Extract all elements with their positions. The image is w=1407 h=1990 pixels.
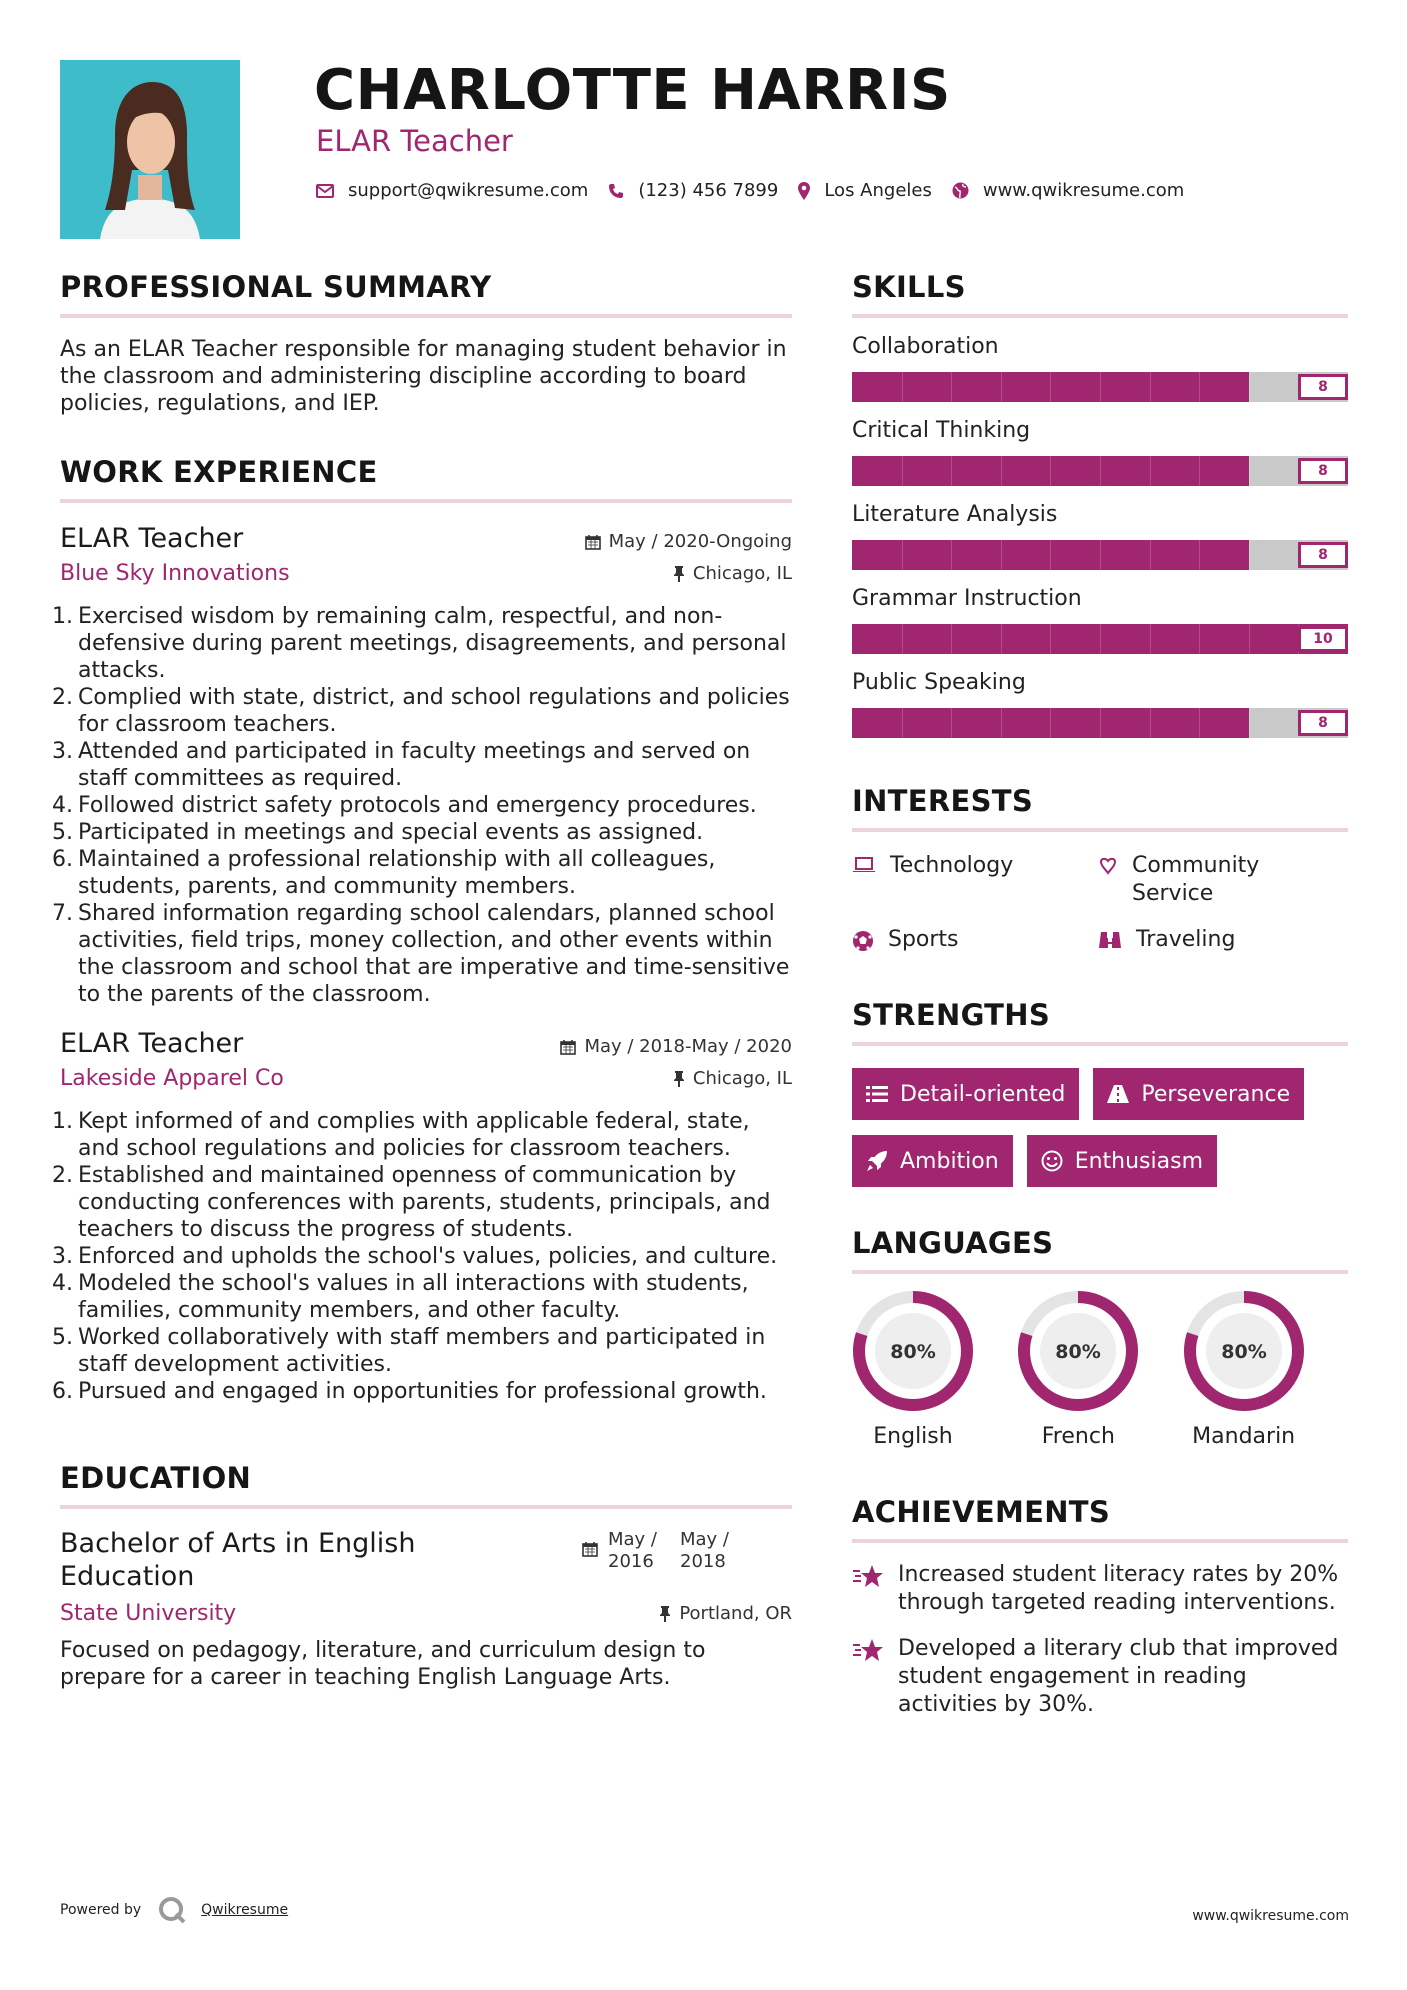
profile-photo: [60, 60, 240, 239]
languages-list: [852, 1290, 1348, 1449]
list-item: 3. Attended and participated in faculty meetings and served on staff committees as required.: [52, 739, 751, 791]
qwikresume-logo-icon: [157, 1895, 187, 1925]
skill-bar: [852, 540, 1348, 570]
skill-bar: [852, 624, 1348, 654]
pushpin-icon: [673, 1071, 685, 1087]
list-item: 5. Participated in meetings and special events as assigned.: [52, 820, 704, 845]
skill-bar-divider: [1100, 708, 1101, 738]
candidate-name: CHARLOTTE HARRIS: [314, 58, 951, 123]
skill-bar-divider: [1050, 372, 1051, 402]
calendar-icon: [582, 1541, 598, 1557]
language-ring: [1183, 1290, 1305, 1412]
interests-list: [852, 852, 1348, 954]
contact-phone[interactable]: [608, 180, 778, 201]
skill-bar-divider: [951, 708, 952, 738]
job-location: [673, 1068, 792, 1089]
skill-item: [852, 334, 1348, 402]
achievements-list: [852, 1561, 1348, 1719]
skill-bar-divider: [1150, 708, 1151, 738]
language-percent: 80%: [1055, 1341, 1102, 1363]
calendar-icon: [585, 534, 601, 550]
skill-label: Critical Thinking: [852, 418, 1031, 443]
skill-bar-divider: [902, 708, 903, 738]
education-location: [659, 1603, 792, 1624]
list-item: 4. Modeled the school's values in all interactions with students, families, community members, and other faculty.: [52, 1271, 749, 1323]
job-bullets: [52, 603, 792, 1008]
skill-bar-divider: [1249, 540, 1250, 570]
strength-tag: [1093, 1068, 1304, 1120]
globe-icon: [952, 182, 969, 199]
skill-bar-divider: [1249, 624, 1250, 654]
soccer-ball-icon: [852, 930, 874, 952]
job-entry: [52, 523, 792, 1008]
skill-item: [852, 670, 1348, 738]
list-icon: [866, 1085, 888, 1103]
language-item: [1183, 1290, 1348, 1449]
skill-bar-divider: [1050, 456, 1051, 486]
list-item: 5. Worked collaboratively with staff members and participated in staff development activities.: [52, 1325, 766, 1377]
contact-bar: [316, 180, 1204, 201]
job-date: [560, 1036, 792, 1057]
rocket-icon: [866, 1150, 888, 1172]
website-text: www.qwikresume.com: [982, 180, 1185, 201]
list-item: 7. Shared information regarding school calendars, planned school activities, field trips, money collection, and other events within the classroom and school that are imperative and time-sensitive to the parents of the classroom.: [52, 901, 790, 1007]
education-description: Focused on pedagogy, literature, and curriculum design to prepare for a career in teaching English Language Arts.: [60, 1638, 706, 1690]
envelope-icon: [316, 184, 334, 198]
work-heading: WORK EXPERIENCE: [60, 455, 792, 503]
skill-bar-divider: [1050, 624, 1051, 654]
candidate-title: ELAR Teacher: [316, 124, 513, 158]
skill-bar: [852, 372, 1348, 402]
smile-icon: [1041, 1150, 1063, 1172]
interest-label: Sports: [888, 927, 959, 952]
pushpin-icon: [673, 566, 685, 582]
skill-bar-divider: [1199, 624, 1200, 654]
list-item: 2. Complied with state, district, and school regulations and policies for classroom teachers.: [52, 685, 790, 737]
skill-bar-divider: [1001, 456, 1002, 486]
skill-bar-divider: [1150, 624, 1151, 654]
strength-tag: [852, 1135, 1013, 1187]
list-item: 2. Established and maintained openness of communication by conducting conferences with parents, students, principals, and teachers to discuss the progress of students.: [52, 1163, 771, 1242]
education-entry: [60, 1527, 792, 1591]
interest-item: [1098, 926, 1348, 954]
skill-bar-divider: [1199, 372, 1200, 402]
skills-list: [852, 334, 1348, 738]
contact-website[interactable]: [952, 180, 1184, 201]
footer-website[interactable]: www.qwikresume.com: [1192, 1908, 1349, 1924]
company-name: Blue Sky Innovations: [60, 561, 290, 586]
qwikresume-link[interactable]: Qwikresume: [201, 1902, 289, 1918]
road-icon: [1107, 1085, 1129, 1103]
pushpin-icon: [659, 1606, 671, 1622]
phone-icon: [608, 183, 624, 199]
list-item: 6. Pursued and engaged in opportunities for professional growth.: [52, 1379, 767, 1404]
job-entry: [52, 1028, 792, 1405]
strength-label: Perseverance: [1141, 1081, 1291, 1107]
interest-label: Community Service: [1132, 853, 1260, 906]
star-icon: [852, 1563, 884, 1589]
company-name: Lakeside Apparel Co: [60, 1066, 284, 1091]
skill-score: 10: [1298, 626, 1348, 652]
skill-bar-divider: [951, 624, 952, 654]
skill-bar-divider: [1001, 708, 1002, 738]
phone-text: (123) 456 7899: [638, 180, 779, 201]
skill-score: 8: [1298, 542, 1348, 568]
language-item: [1017, 1290, 1182, 1449]
skill-bar-divider: [1249, 372, 1250, 402]
job-title: ELAR Teacher: [60, 1028, 244, 1059]
strength-tag: [1027, 1135, 1217, 1187]
language-percent: 80%: [890, 1341, 936, 1363]
interest-label: Traveling: [1136, 927, 1236, 952]
language-ring: [852, 1290, 974, 1412]
education-heading: EDUCATION: [60, 1461, 792, 1509]
achievement-item: [852, 1561, 1348, 1617]
language-percent: 80%: [1220, 1341, 1267, 1363]
skill-label: Public Speaking: [852, 670, 1026, 695]
skill-bar-divider: [902, 540, 903, 570]
interest-item: [852, 852, 1098, 908]
language-item: [852, 1290, 1017, 1449]
skill-bar-divider: [1150, 456, 1151, 486]
skill-bar-divider: [1100, 456, 1101, 486]
strengths-list: [852, 1068, 1348, 1202]
interest-label: Technology: [890, 853, 1014, 878]
job-date-text: May / 2018-May / 2020: [584, 1036, 792, 1057]
skill-bar-divider: [1050, 540, 1051, 570]
list-item: 4. Followed district safety protocols and emergency procedures.: [52, 793, 757, 818]
skills-heading: SKILLS: [852, 270, 1348, 318]
contact-email[interactable]: [316, 180, 588, 201]
skill-bar-divider: [1199, 708, 1200, 738]
language-label: French: [1041, 1424, 1115, 1449]
achievement-text: Increased student literacy rates by 20% through targeted reading interventions.: [898, 1562, 1339, 1615]
right-column: [852, 270, 1348, 1719]
job-location-text: Chicago, IL: [692, 563, 792, 584]
language-label: Mandarin: [1192, 1424, 1296, 1449]
powered-by-text: Powered by: [60, 1902, 142, 1918]
school-name: State University: [60, 1601, 237, 1626]
skill-label: Collaboration: [852, 334, 999, 359]
skill-bar-divider: [951, 456, 952, 486]
skill-bar-divider: [1001, 624, 1002, 654]
skill-score: 8: [1298, 710, 1348, 736]
job-title: ELAR Teacher: [60, 523, 244, 554]
list-item: 1. Exercised wisdom by remaining calm, respectful, and non-defensive during parent meetings, disagreements, and personal attacks.: [52, 604, 787, 683]
skill-bar-divider: [1100, 540, 1101, 570]
strengths-heading: STRENGTHS: [852, 998, 1348, 1046]
skill-bar-divider: [1150, 540, 1151, 570]
heart-hand-icon: [1098, 856, 1118, 876]
skill-bar: [852, 708, 1348, 738]
achievements-heading: ACHIEVEMENTS: [852, 1495, 1348, 1543]
list-item: 3. Enforced and upholds the school's values, policies, and culture.: [52, 1244, 778, 1269]
job-location-text: Chicago, IL: [692, 1068, 792, 1089]
skill-bar-divider: [1100, 624, 1101, 654]
summary-heading: PROFESSIONAL SUMMARY: [60, 270, 792, 318]
skill-bar-divider: [951, 540, 952, 570]
skill-bar-divider: [951, 372, 952, 402]
skill-bar: [852, 456, 1348, 486]
interest-item: [852, 926, 1098, 954]
interests-heading: INTERESTS: [852, 784, 1348, 832]
list-item: 1. Kept informed of and complies with applicable federal, state, and school regulations and policies for classroom teachers.: [52, 1109, 750, 1161]
skill-bar-divider: [1001, 372, 1002, 402]
skill-bar-divider: [1150, 372, 1151, 402]
job-date: [585, 531, 792, 552]
list-item: 6. Maintained a professional relationship with all colleagues, students, parents, and community members.: [52, 847, 716, 899]
skill-item: [852, 418, 1348, 486]
strength-label: Ambition: [900, 1148, 999, 1174]
left-column: [52, 270, 792, 1691]
skill-label: Literature Analysis: [852, 502, 1058, 527]
achievement-text: Developed a literary club that improved student engagement in reading activities by 30%.: [898, 1636, 1339, 1717]
skill-score: 8: [1298, 458, 1348, 484]
education-start: May / 2016: [608, 1529, 657, 1572]
achievement-item: [852, 1635, 1348, 1719]
skill-bar-divider: [1249, 456, 1250, 486]
skill-bar-divider: [1199, 456, 1200, 486]
skill-label: Grammar Instruction: [852, 586, 1082, 611]
star-icon: [852, 1637, 884, 1663]
job-location: [673, 563, 792, 584]
location-text: Los Angeles: [824, 180, 932, 201]
skill-bar-divider: [902, 624, 903, 654]
education-end: May / 2018: [680, 1529, 729, 1572]
map-pin-icon: [798, 182, 810, 200]
skill-score: 8: [1298, 374, 1348, 400]
language-ring: [1017, 1290, 1139, 1412]
skill-bar-divider: [1199, 540, 1200, 570]
skill-item: [852, 502, 1348, 570]
skill-bar-divider: [1100, 372, 1101, 402]
job-bullets: [52, 1108, 792, 1405]
email-text: support@qwikresume.com: [348, 180, 589, 201]
skill-item: [852, 586, 1348, 654]
strength-label: Enthusiasm: [1074, 1148, 1204, 1174]
strength-tag: [852, 1068, 1079, 1120]
strength-label: Detail-oriented: [900, 1081, 1066, 1107]
footer-powered-by: [60, 1895, 288, 1925]
skill-bar-divider: [902, 456, 903, 486]
laptop-icon: [852, 856, 876, 874]
calendar-icon: [560, 1039, 576, 1055]
education-location-text: Portland, OR: [679, 1603, 792, 1624]
languages-heading: LANGUAGES: [852, 1226, 1348, 1274]
education-dates: [582, 1529, 740, 1573]
skill-bar-divider: [1050, 708, 1051, 738]
degree-title: Bachelor of Arts in English Education: [60, 1528, 416, 1592]
job-date-text: May / 2020-Ongoing: [608, 531, 792, 552]
summary-text: As an ELAR Teacher responsible for managing student behavior in the classroom and administering discipline according to board policies, regulations, and IEP.: [60, 337, 787, 416]
interest-item: [1098, 852, 1348, 908]
contact-location: [798, 180, 932, 201]
binoculars-icon: [1098, 930, 1122, 950]
language-label: English: [873, 1424, 953, 1449]
skill-bar-divider: [902, 372, 903, 402]
skill-bar-divider: [1001, 540, 1002, 570]
skill-bar-divider: [1249, 708, 1250, 738]
